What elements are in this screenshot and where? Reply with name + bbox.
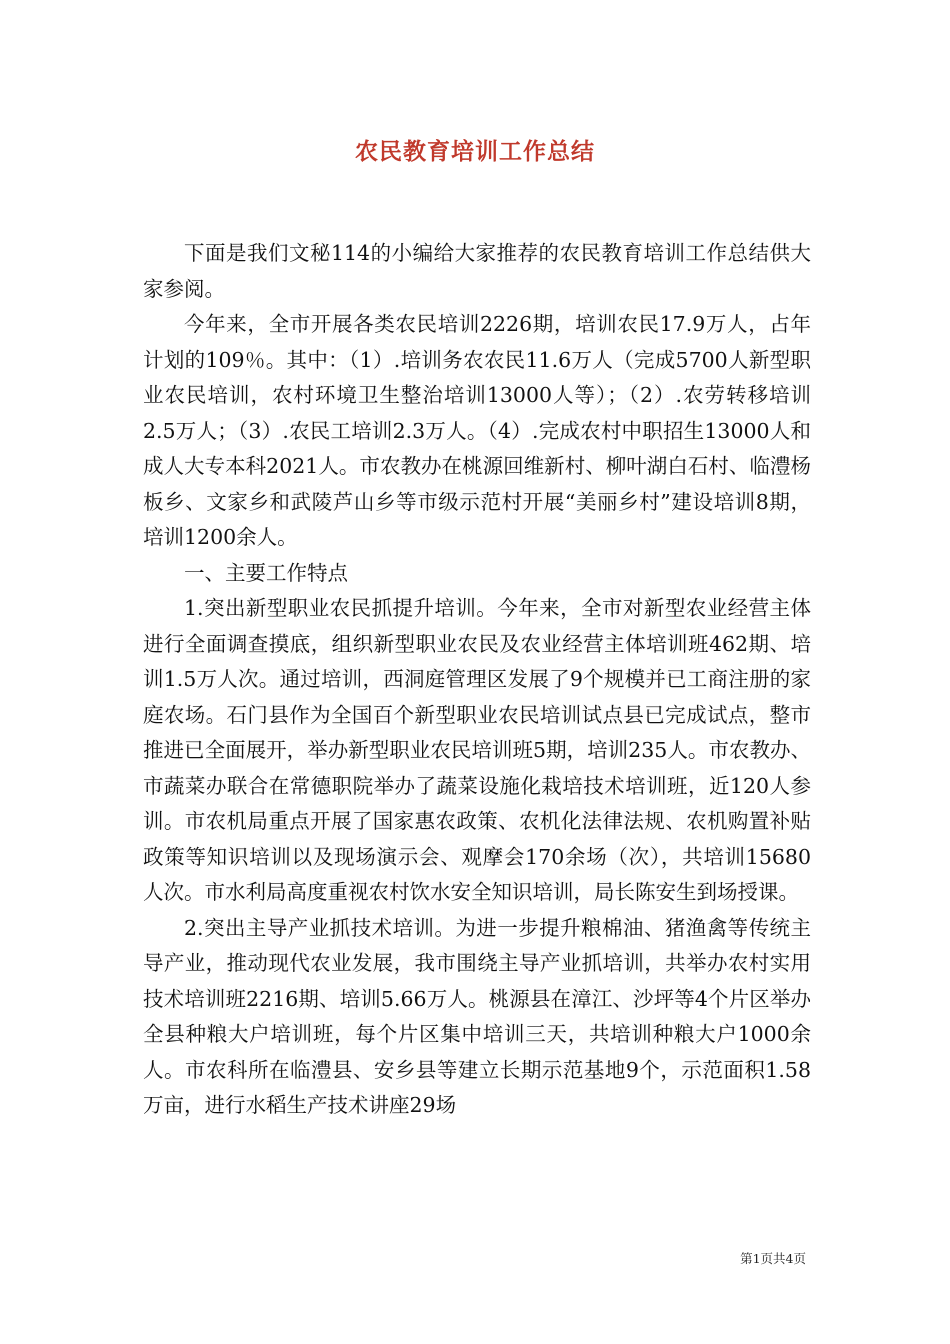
paragraph-point-1: 1.突出新型职业农民抓提升培训。今年来，全市对新型农业经营主体进行全面调查摸底，组织新型职业农民及农业经营主体培训班462期、培训1.5万人次。通过培训，西洞庭管理区发展了9个规模并已工商注册的家庭农场。石门县作为全国百个新型职业农民培训试点县已完成试点，整市推进已全面展开，举办新型职业农民培训班5期，培训235人。市农教办、市蔬菜办联合在常德职院举办了蔬菜设施化栽培技术培训班，近120人参训。市农机局重点开展了国家惠农政策、农机化法律法规、农机购置补贴政策等知识培训以及现场演示会、观摩会170余场（次），共培训15680人次。市水利局高度重视农村饮水安全知识培训，局长陈安生到场授课。 <box>143 596 811 904</box>
page-number: 第1页共4页 <box>740 1251 806 1266</box>
document-title: 农民教育培训工作总结 <box>355 138 595 165</box>
paragraph-intro: 下面是我们文秘114的小编给大家推荐的农民教育培训工作总结供大家参阅。 <box>143 241 811 301</box>
paragraph-summary: 今年来，全市开展各类农民培训2226期，培训农民17.9万人，占年计划的109％。其中：（1）.培训务农农民11.6万人（完成5700人新型职业农民培训，农村环境卫生整治培训13000人等）；（2）.农劳转移培训2.5万人；（3）.农民工培训2.3万人。（4）.完成农村中职招生13000人和成人大专本科2021人。市农教办在桃源回维新村、柳叶湖白石村、临澧杨板乡、文家乡和武陵芦山乡等市级示范村开展“美丽乡村”建设培训8期，培训1200余人。 <box>143 312 811 549</box>
section-heading: 一、主要工作特点 <box>184 560 348 585</box>
paragraph-point-2: 2.突出主导产业抓技术培训。为进一步提升粮棉油、猪渔禽等传统主导产业，推动现代农业发展，我市围绕主导产业抓培训，共举办农村实用技术培训班2216期、培训5.66万人。桃源县在漳江、沙坪等4个片区举办全县种粮大户培训班，每个片区集中培训三天，共培训种粮大户1000余人。市农科所在临澧县、安乡县等建立长期示范基地9个，示范面积1.58万亩，进行水稻生产技术讲座29场 <box>143 915 811 1117</box>
document-body <box>143 236 811 1124</box>
